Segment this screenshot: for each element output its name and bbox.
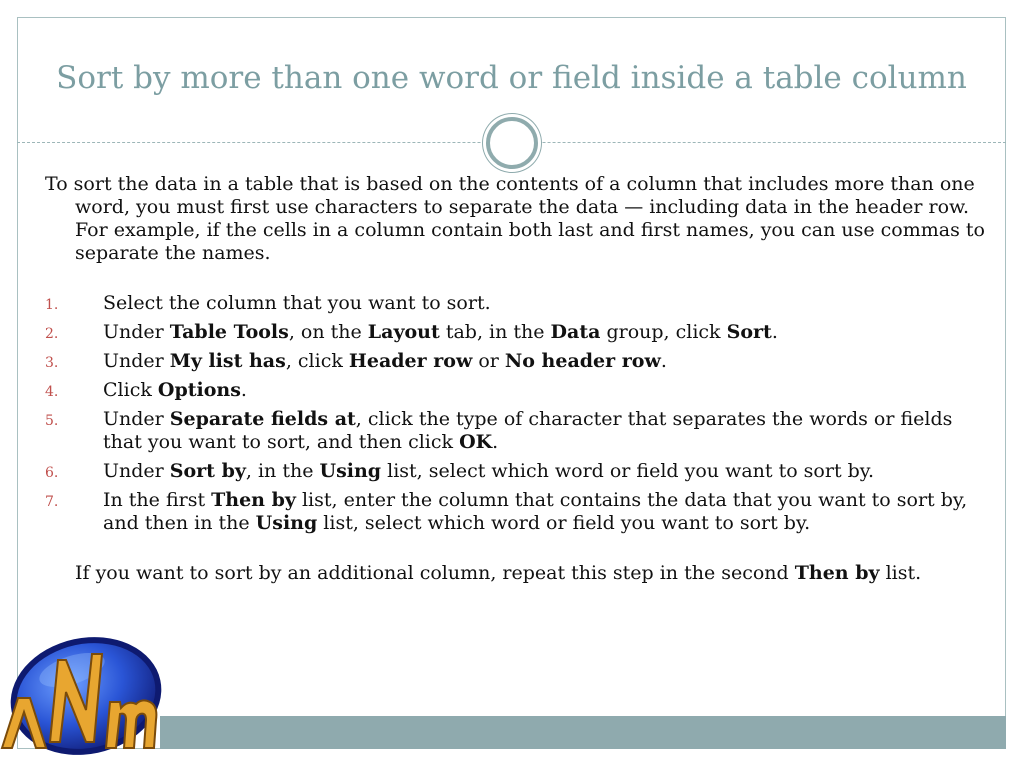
text-run: , on the (288, 321, 368, 343)
text-run: list. (879, 562, 922, 584)
text-run: list, enter the column that contains the data that you want to sort by, and then in the (103, 489, 968, 534)
step-number: 3. (45, 355, 59, 371)
footer-bar (160, 716, 1006, 749)
text-run: Under (103, 350, 170, 372)
step-text (103, 321, 778, 343)
text-run: . (771, 321, 778, 343)
bold-text: Layout (367, 321, 440, 343)
text-run: , click (285, 350, 349, 372)
bold-text: Sort (726, 321, 772, 343)
step-item (45, 460, 990, 483)
bold-text: My list has (169, 350, 286, 372)
slide-title: Sort by more than one word or field inside a table column (56, 60, 967, 96)
step-number: 6. (45, 465, 59, 481)
text-run: tab, in the (439, 321, 551, 343)
bold-text: Using (319, 460, 382, 482)
bold-text: Then by (211, 489, 296, 511)
step-number: 2. (45, 326, 59, 342)
bold-text: Then by (794, 562, 880, 584)
slide-body (45, 173, 990, 585)
text-run: . (492, 431, 499, 453)
bold-text: Using (255, 512, 318, 534)
step-number: 7. (45, 494, 59, 510)
bold-text: Options (157, 379, 241, 401)
step-number: 1. (45, 297, 59, 313)
step-text (103, 350, 667, 372)
text-run: list, select which word or field you want to sort by. (317, 512, 811, 534)
anm-logo-icon (0, 630, 168, 760)
step-text (103, 489, 967, 534)
text-run: Under (103, 460, 170, 482)
text-run: . (240, 379, 247, 401)
step-number: 5. (45, 413, 59, 429)
bold-text: Data (550, 321, 601, 343)
bold-text: No header row (504, 350, 661, 372)
bold-text: Sort by (169, 460, 246, 482)
text-run: , in the (245, 460, 320, 482)
bold-text: Table Tools (169, 321, 289, 343)
text-run: or (472, 350, 505, 372)
text-run: Select the column that you want to sort. (103, 292, 491, 314)
intro-paragraph: To sort the data in a table that is based on the contents of a column that includes more than one word, you must first use characters to separate the data — including data in the header row. For example, if the cells in a column contain both last and first names, you can use commas to separate the names. (45, 173, 985, 264)
step-item (45, 321, 990, 344)
text-run: , click the type of character that separates the words or fields that you want to sort, and then click (103, 408, 953, 453)
step-text (103, 379, 247, 401)
text-run: Under (103, 408, 170, 430)
bold-text: OK (459, 431, 493, 453)
text-run: Click (103, 379, 158, 401)
step-item (45, 350, 990, 373)
text-run: list, select which word or field you want to sort by. (381, 460, 875, 482)
step-item (45, 489, 990, 535)
steps-list (45, 292, 990, 535)
text-run: If you want to sort by an additional column, repeat this step in the second (75, 562, 795, 584)
step-item (45, 292, 990, 315)
step-text (103, 460, 874, 482)
text-run: Under (103, 321, 170, 343)
step-text (103, 292, 491, 314)
step-text (103, 408, 952, 453)
bold-text: Header row (348, 350, 473, 372)
circle-ornament-icon (486, 117, 538, 169)
step-number: 4. (45, 384, 59, 400)
step-item (45, 408, 990, 454)
note-paragraph (75, 562, 990, 585)
text-run: group, click (600, 321, 727, 343)
step-item (45, 379, 990, 402)
text-run: . (660, 350, 667, 372)
bold-text: Separate fields at (169, 408, 356, 430)
text-run: In the first (103, 489, 212, 511)
